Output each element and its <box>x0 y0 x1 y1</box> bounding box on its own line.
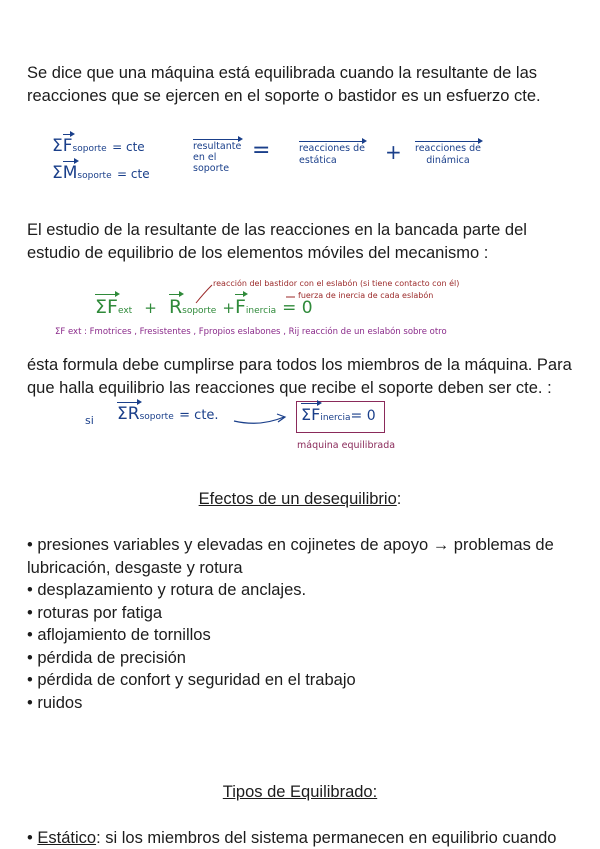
sum-f: ΣF <box>301 405 321 424</box>
equals-cte: = cte <box>112 140 145 154</box>
equals-zero: = 0 <box>350 408 376 424</box>
resultante-label <box>193 141 241 174</box>
equals-cte: = cte <box>117 167 150 181</box>
sum-f-inercia <box>301 405 376 424</box>
subscript-soporte: soporte <box>77 171 112 181</box>
plus-2: + <box>222 299 235 317</box>
list-item: • ruidos <box>27 692 587 715</box>
vector-r: R <box>168 296 183 318</box>
note-fuerza-inercia: fuerza de inercia de cada eslabón <box>298 291 434 300</box>
equals-sign: = <box>252 138 271 163</box>
heading-efectos <box>0 490 600 509</box>
dinamica-word: dinámica <box>426 155 470 166</box>
plus-sign: + <box>385 140 402 164</box>
sum-r: ΣR <box>117 404 140 424</box>
maquina-equilibrada-label: máquina equilibrada <box>297 440 396 451</box>
vector-m: M <box>62 163 78 183</box>
equals-zero: = 0 <box>282 298 313 318</box>
estatico-term: Estático <box>37 829 97 847</box>
estatica-word: estática <box>299 155 337 166</box>
sum-r-soporte <box>117 404 219 424</box>
implies-arrow <box>232 407 292 429</box>
reacciones-word: reacciones de <box>299 143 365 154</box>
estatico-text: : si los miembros del sistema permanecen en equilibrio cuando <box>96 829 557 847</box>
list-item: • roturas por fatiga <box>27 602 587 625</box>
en-el-word: en el <box>193 152 217 163</box>
bancada-paragraph: El estudio de la resultante de las reacciones en la bancada parte del estudio de equilibrio de los elementos móviles del mecanismo : <box>27 221 527 262</box>
reacciones-word: reacciones de <box>415 143 481 154</box>
effects-list <box>27 534 587 714</box>
resultante-word: resultante <box>193 141 242 152</box>
list-item: • pérdida de confort y seguridad en el trabajo <box>27 669 587 692</box>
list-item: • presiones variables y elevadas en cojinetes de apoyo → problemas de lubricación, desgaste y rotura <box>27 534 587 579</box>
reacciones-estatica <box>299 143 365 167</box>
vector-f: F <box>62 136 73 156</box>
subscript-soporte: soporte <box>72 144 107 154</box>
list-item: • pérdida de precisión <box>27 647 587 670</box>
plus-1: + <box>144 299 157 317</box>
forces-legend: ΣF ext : Fmotrices , Fresistentes , Fpropios eslabones , Rij reacción de un eslabón sobre otro <box>55 327 447 337</box>
cumplirse-paragraph: ésta formula debe cumplirse para todos los miembros de la máquina. Para que halla equilibrio las reacciones que recibe el soporte deben ser cte. : <box>27 356 572 397</box>
list-item: • desplazamiento y rotura de anclajes. <box>27 579 587 602</box>
heading-tipos: Tipos de Equilibrado: <box>222 783 378 801</box>
reacciones-dinamica <box>415 143 481 167</box>
sigma-symbol: Σ <box>52 163 63 183</box>
si-word: si <box>85 414 94 427</box>
vector-f-inercia: F <box>234 296 246 318</box>
heading-colon: : <box>396 490 402 508</box>
sum-f-soporte <box>52 136 145 156</box>
heading-efectos-text: Efectos de un desequilibrio <box>198 490 397 508</box>
subscript-ext: ext <box>117 306 133 316</box>
sum-m-soporte <box>52 163 150 183</box>
subscript-soporte: soporte <box>139 412 174 422</box>
subscript-inercia: inercia <box>320 413 351 423</box>
sigma-symbol: Σ <box>52 136 63 156</box>
soporte-word: soporte <box>193 163 230 174</box>
sum-f-ext: ΣF <box>95 296 118 318</box>
list-item: • aflojamiento de tornillos <box>27 624 587 647</box>
arrow-curve <box>234 417 284 423</box>
intro-paragraph: Se dice que una máquina está equilibrada cuando la resultante de las reacciones que se ejercen en el soporte o bastidor es un esfuerzo cte. <box>27 64 541 105</box>
subscript-inercia: inercia <box>245 306 277 316</box>
equilibrium-equation <box>95 296 313 318</box>
estatico-item: • Estático: si los miembros del sistema permanecen en equilibrio cuando <box>27 829 557 847</box>
subscript-soporte: soporte <box>182 306 217 316</box>
note-reaccion-bastidor: reacción del bastidor con el eslabón (si tiene contacto con él) <box>213 279 460 288</box>
equals-cte: = cte. <box>179 408 219 423</box>
